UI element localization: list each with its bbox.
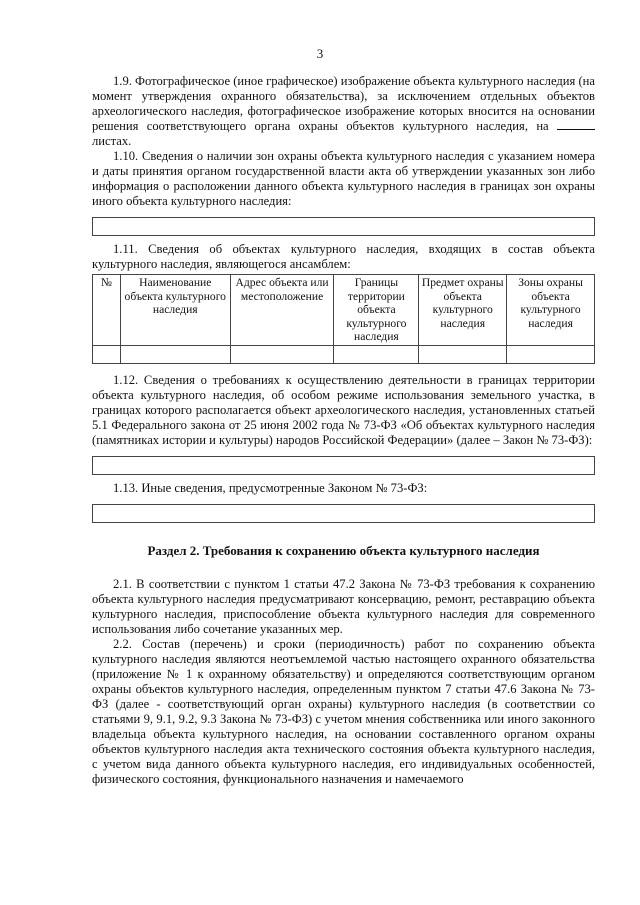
col-header-boundaries: Границы территории объекта культурного наследия: [334, 275, 419, 346]
paragraph-1-10: 1.10. Сведения о наличии зон охраны объекта культурного наследия с указанием номера и даты принятия органом государственной власти акта об утверждении указанных зон либо информация о расположении данного объекта культурного наследия в границах зон охраны иного объекта культурного наследия:: [92, 149, 595, 208]
paragraph-2-2: 2.2. Состав (перечень) и сроки (периодичность) работ по сохранению объекта культурного наследия являются неотъемлемой частью настоящего охранного обязательства (приложение № 1 к охранному обязательству) и определяются соответствующим органом охраны объектов культурного наследия, определенным пунктом 7 статьи 47.6 Закона № 73-ФЗ (далее - соответствующий орган охраны) культурного наследия (в соответствии со статьями 9, 9.1, 9.2, 9.3 Закона № 73-ФЗ) с учетом мнения собственника или иного законного владельца объекта культурного наследия, на основании составленного органом охраны объектов культурного наследия акта технического состояния объекта культурного наследия, с учетом вида данного объекта культурного наследия, его индивидуальных особенностей, физического состояния, функционального назначения и намечаемого: [92, 636, 595, 786]
protection-zones-field[interactable]: [92, 217, 595, 236]
col-header-subject: Предмет охраны объекта культурного наследия: [419, 275, 507, 346]
col-header-name: Наименование объекта культурного наследия: [120, 275, 230, 346]
table-cell[interactable]: [419, 345, 507, 363]
table-cell[interactable]: [507, 345, 595, 363]
document-body: [92, 74, 595, 787]
paragraph-1-9-text: 1.9. Фотографическое (иное графическое) изображение объекта культурного наследия (на момент утверждения охранного обязательства), за исключением отдельных объектов археологического наследия, фотографическое изображение которых вносится на основании решения соответствующего органа охраны объектов культурного наследия, на: [92, 74, 595, 133]
col-header-zones: Зоны охраны объекта культурного наследия: [507, 275, 595, 346]
spacer: [92, 364, 595, 373]
table-header-row: [93, 275, 595, 346]
table-cell[interactable]: [93, 345, 121, 363]
table-row: [93, 345, 595, 363]
paragraph-1-13: 1.13. Иные сведения, предусмотренные Законом № 73-ФЗ:: [113, 480, 428, 495]
sheet-count-blank: [557, 119, 595, 130]
col-header-address: Адрес объекта или местоположение: [230, 275, 334, 346]
paragraph-1-9-end: листах.: [92, 134, 132, 148]
paragraph-1-9: [92, 74, 595, 149]
requirements-field[interactable]: [92, 456, 595, 475]
table-cell[interactable]: [334, 345, 419, 363]
ensemble-objects-table: [92, 274, 595, 364]
table-cell[interactable]: [230, 345, 334, 363]
page-number: 3: [316, 46, 324, 61]
table-cell[interactable]: [120, 345, 230, 363]
paragraph-2-1: 2.1. В соответствии с пунктом 1 статьи 47.2 Закона № 73-ФЗ требования к сохранению объекта культурного наследия предусматривают консервацию, ремонт, реставрацию объекта культурного наследия, приспособление объекта культурного наследия для современного использования либо сочетание указанных мер.: [92, 576, 595, 636]
col-header-number: №: [93, 275, 121, 346]
paragraph-1-11: 1.11. Сведения об объектах культурного наследия, входящих в состав объекта культурного наследия, являющегося ансамблем:: [92, 242, 595, 271]
paragraph-1-12: 1.12. Сведения о требованиях к осуществлению деятельности в границах территории объекта культурного наследия, об особом режиме использования земельного участка, в границах которого располагается объект археологического наследия, установленных статьей 5.1 Федерального закона от 25 июня 2002 года № 73-ФЗ «Об объектах культурного наследия (памятниках истории и культуры) народов Российской Федерации» (далее – Закон № 73-ФЗ):: [92, 372, 595, 447]
other-info-field[interactable]: [92, 504, 595, 523]
section-2-title: Раздел 2. Требования к сохранению объекта культурного наследия: [147, 542, 540, 558]
